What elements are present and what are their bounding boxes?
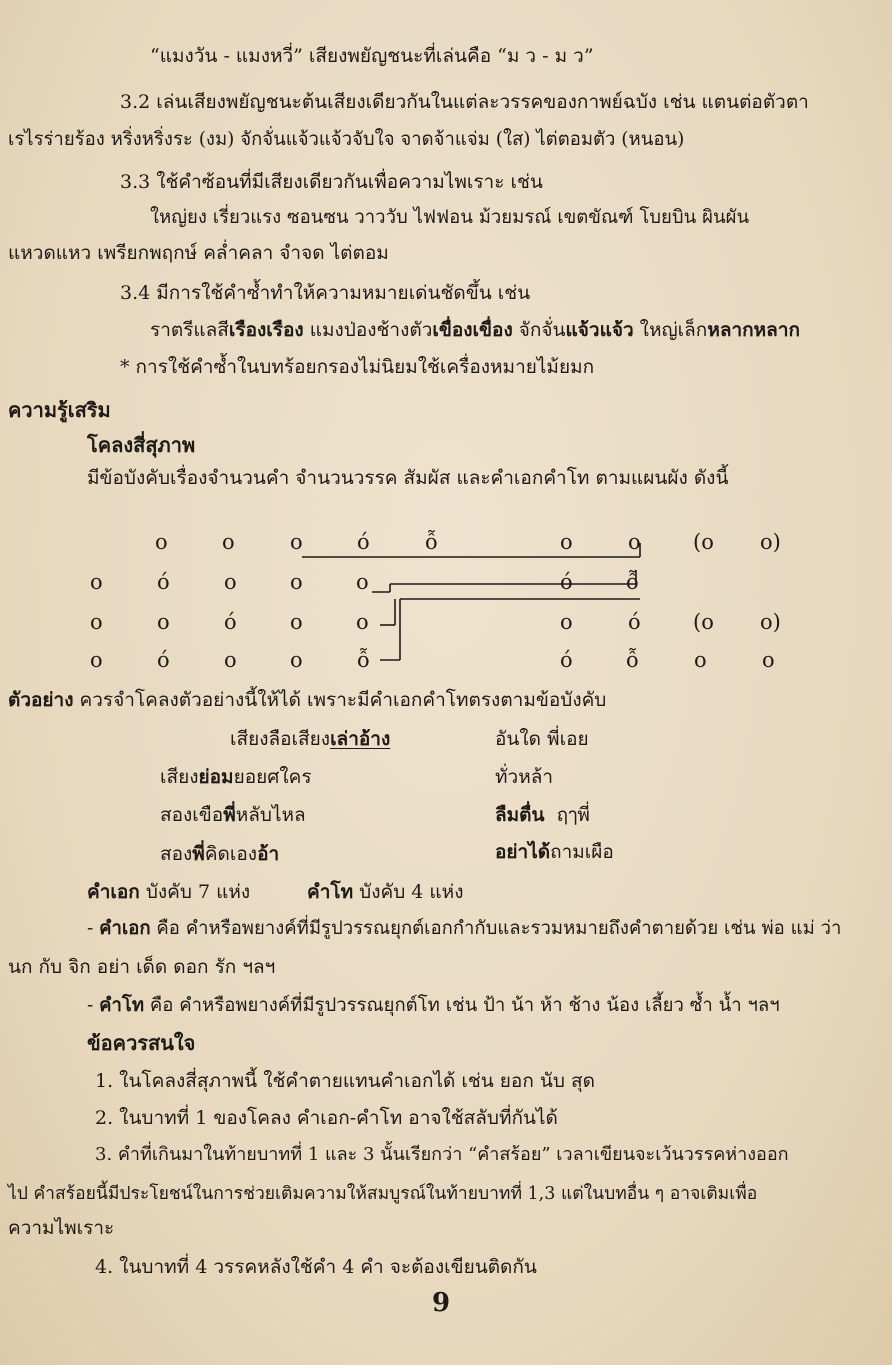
- text-line: ใหญ่ยง เรี่ยวแรง ซอนซน วาววับ ไฟฟอน ม้วยมรณ์ เขตขัณฑ์ โบยบิน ผินผัน: [150, 207, 750, 228]
- scheme-mark: (o: [693, 610, 714, 634]
- note-item: 1. ในโคลงสี่สุภาพนี้ ใช้คำตายแทนคำเอกได้ เช่น ยอก นับ สุด: [95, 1070, 595, 1092]
- scheme-mark: ó: [357, 530, 370, 554]
- subsection-title: โคลงสี่สุภาพ: [87, 433, 196, 457]
- bold-word: หลากหลาก: [707, 319, 800, 341]
- scheme-mark: ó: [560, 648, 573, 672]
- scheme-mark: ỗ: [425, 530, 438, 554]
- note-item: ความไพเราะ: [8, 1217, 115, 1239]
- text-span: เสียง: [160, 766, 199, 788]
- bold-word: คำเอก: [99, 918, 151, 939]
- text-span: [545, 804, 557, 826]
- section-title: ความรู้เสริม: [8, 398, 111, 422]
- text-span: หลับไหล: [235, 804, 306, 826]
- note-item: 3. คำที่เกินมาในท้ายบาทที่ 1 และ 3 นั้นเรียกว่า “คำสร้อย” เวลาเขียนจะเว้นวรรคห่างออก: [95, 1144, 789, 1165]
- poem-line: [160, 803, 306, 827]
- scheme-mark: o: [290, 648, 303, 672]
- bold-word: อ้า: [257, 843, 280, 865]
- scheme-mark: o: [224, 570, 237, 594]
- bold-word: เขื่องเขื่อง: [432, 319, 513, 341]
- text-span: บังคับ 7 แห่ง: [139, 881, 251, 903]
- notes-title: ข้อควรสนใจ: [87, 1031, 196, 1055]
- text-line: 3.2 เล่นเสียงพยัญชนะต้นเสียงเดียวกันในแต่ละวรรคของกาพย์ฉบัง เช่น แตนต่อตัวตา: [120, 91, 809, 113]
- scheme-mark: o: [90, 610, 103, 634]
- scheme-mark: o: [290, 530, 303, 554]
- note-item: 2. ในบาทที่ 1 ของโคลง คำเอก-คำโท อาจใช้สลับที่กันได้: [95, 1107, 558, 1129]
- scheme-mark: o: [628, 530, 641, 554]
- text-span: ยอยศใคร: [233, 766, 312, 788]
- text-span: แมงป่องช้างตัว: [303, 319, 433, 341]
- scheme-mark: o: [224, 648, 237, 672]
- poem-line: ทั่วหล้า: [495, 766, 554, 788]
- bold-word: อย่าได้: [495, 841, 551, 863]
- text-span: คิดเอง: [204, 843, 258, 865]
- scheme-mark: o: [157, 610, 170, 634]
- bold-word: พี่: [192, 843, 205, 865]
- bold-word: เล่าอ้าง: [330, 728, 391, 750]
- scheme-mark: (o: [693, 530, 714, 554]
- scheme-mark: ỗ: [626, 648, 639, 672]
- bold-word: คำโท: [99, 995, 145, 1016]
- bold-word: เรืองเรือง: [228, 319, 304, 341]
- poem-line: [495, 840, 614, 864]
- text-span: ราตรีแลสี: [150, 319, 229, 341]
- text-span: เสียงลือเสียง: [230, 728, 331, 750]
- scheme-mark: o: [560, 610, 573, 634]
- definition-line: [87, 917, 841, 941]
- scheme-mark: o: [694, 648, 707, 672]
- text-line: เรไรร่ายร้อง หริ่งหริ่งระ (งม) จักจั่นแจ้วแจ้วจับใจ จาดจ้าแจ่ม (ใส) ไต่ตอมตัว (หนอน): [8, 129, 685, 150]
- scheme-mark: o: [762, 648, 775, 672]
- text-span: -: [87, 995, 100, 1016]
- scheme-mark: ỗ: [357, 648, 370, 672]
- scheme-mark: o: [290, 610, 303, 634]
- scheme-mark: ó: [628, 610, 641, 634]
- bold-word: ย่อม: [198, 766, 234, 788]
- bold-word: พี่: [223, 804, 236, 826]
- tho-label: คำโท: [307, 881, 354, 903]
- bold-word: ลืมตื่น: [495, 804, 545, 826]
- counts-line: [307, 880, 463, 904]
- scheme-mark: o: [222, 530, 235, 554]
- text-line: แหวดแหว เพรียกพฤกษ์ คล่ำคลา จำจด ไต่ตอม: [8, 242, 389, 264]
- scheme-mark: ó: [157, 570, 170, 594]
- scheme-mark: ỗ: [626, 570, 639, 594]
- text-line: 3.4 มีการใช้คำซ้ำทำให้ความหมายเด่นชัดขึ้น เช่น: [120, 282, 531, 304]
- scheme-mark: o: [155, 530, 168, 554]
- scheme-mark: o: [356, 570, 369, 594]
- page-number: 9: [432, 1288, 451, 1318]
- poem-line: อันใด พี่เอย: [495, 728, 589, 750]
- scheme-mark: ó: [157, 648, 170, 672]
- example-line: [8, 688, 606, 712]
- scheme-mark: o: [90, 570, 103, 594]
- ek-label: คำเอก: [87, 881, 140, 903]
- text-span: คือ คำหรือพยางค์ที่มีรูปวรรณยุกต์โท เช่น ป้า น้า ห้า ช้าง น้อง เลี้ยว ซ้ำ น้ำ ฯลฯ: [144, 995, 780, 1016]
- text-span: คือ คำหรือพยางค์ที่มีรูปวรรณยุกต์เอกกำกับและรวมหมายถึงคำตายด้วย เช่น พ่อ แม่ ว่า: [150, 918, 842, 939]
- poem-line: [230, 727, 390, 751]
- text-span: ใหญ่เล็ก: [633, 319, 708, 341]
- text-span: ถามเผือ: [550, 841, 614, 863]
- text-span: สอง: [160, 843, 193, 865]
- text-span: ควรจำโคลงตัวอย่างนี้ให้ได้ เพราะมีคำเอกคำโทตรงตามข้อบังคับ: [73, 689, 607, 711]
- text-line: 3.3 ใช้คำซ้อนที่มีเสียงเดียวกันเพื่อความไพเราะ เช่น: [120, 171, 543, 193]
- poem-line: [495, 803, 590, 827]
- scheme-mark: o: [290, 570, 303, 594]
- text-line: “แมงวัน - แมงหวี่” เสียงพยัญชนะที่เล่นคือ “ม ว - ม ว”: [150, 45, 594, 67]
- text-span: -: [87, 918, 100, 939]
- text-span: สองเขือ: [160, 804, 224, 826]
- scheme-mark: o): [760, 610, 781, 634]
- example-label: ตัวอย่าง: [8, 689, 74, 711]
- scheme-mark: o): [760, 530, 781, 554]
- counts-line: [87, 880, 250, 904]
- scheme-mark: ó: [224, 610, 237, 634]
- definition-line: [87, 994, 780, 1018]
- text-line: * การใช้คำซ้ำในบทร้อยกรองไม่นิยมใช้เครื่องหมายไม้ยมก: [120, 356, 595, 378]
- note-item: 4. ในบาทที่ 4 วรรคหลังใช้คำ 4 คำ จะต้องเขียนติดกัน: [95, 1256, 537, 1278]
- scheme-mark: o: [90, 648, 103, 672]
- scheme-mark: o: [560, 530, 573, 554]
- text-span: บังคับ 4 แห่ง: [353, 881, 464, 903]
- text-span: ฤๅพี่: [556, 804, 590, 826]
- poem-line: [160, 842, 279, 866]
- scheme-mark: o: [356, 610, 369, 634]
- note-item: ไป คำสร้อยนี้มีประโยชน์ในการช่วยเติมความให้สมบูรณ์ในท้ายบาทที่ 1,3 แต่ในบทอื่น ๆ อาจเติมเพื่อ: [8, 1184, 758, 1204]
- text-line: มีข้อบังคับเรื่องจำนวนคำ จำนวนวรรค สัมผัส และคำเอกคำโท ตามแผนผัง ดังนี้: [87, 467, 729, 489]
- bold-word: แจ้วแจ้ว: [565, 319, 634, 341]
- text-line: นก กับ จิก อย่า เด็ด ดอก รัก ฯลฯ: [8, 956, 276, 978]
- poem-line: [160, 765, 312, 789]
- text-span: จักจั่น: [512, 319, 566, 341]
- scheme-mark: ó: [560, 570, 573, 594]
